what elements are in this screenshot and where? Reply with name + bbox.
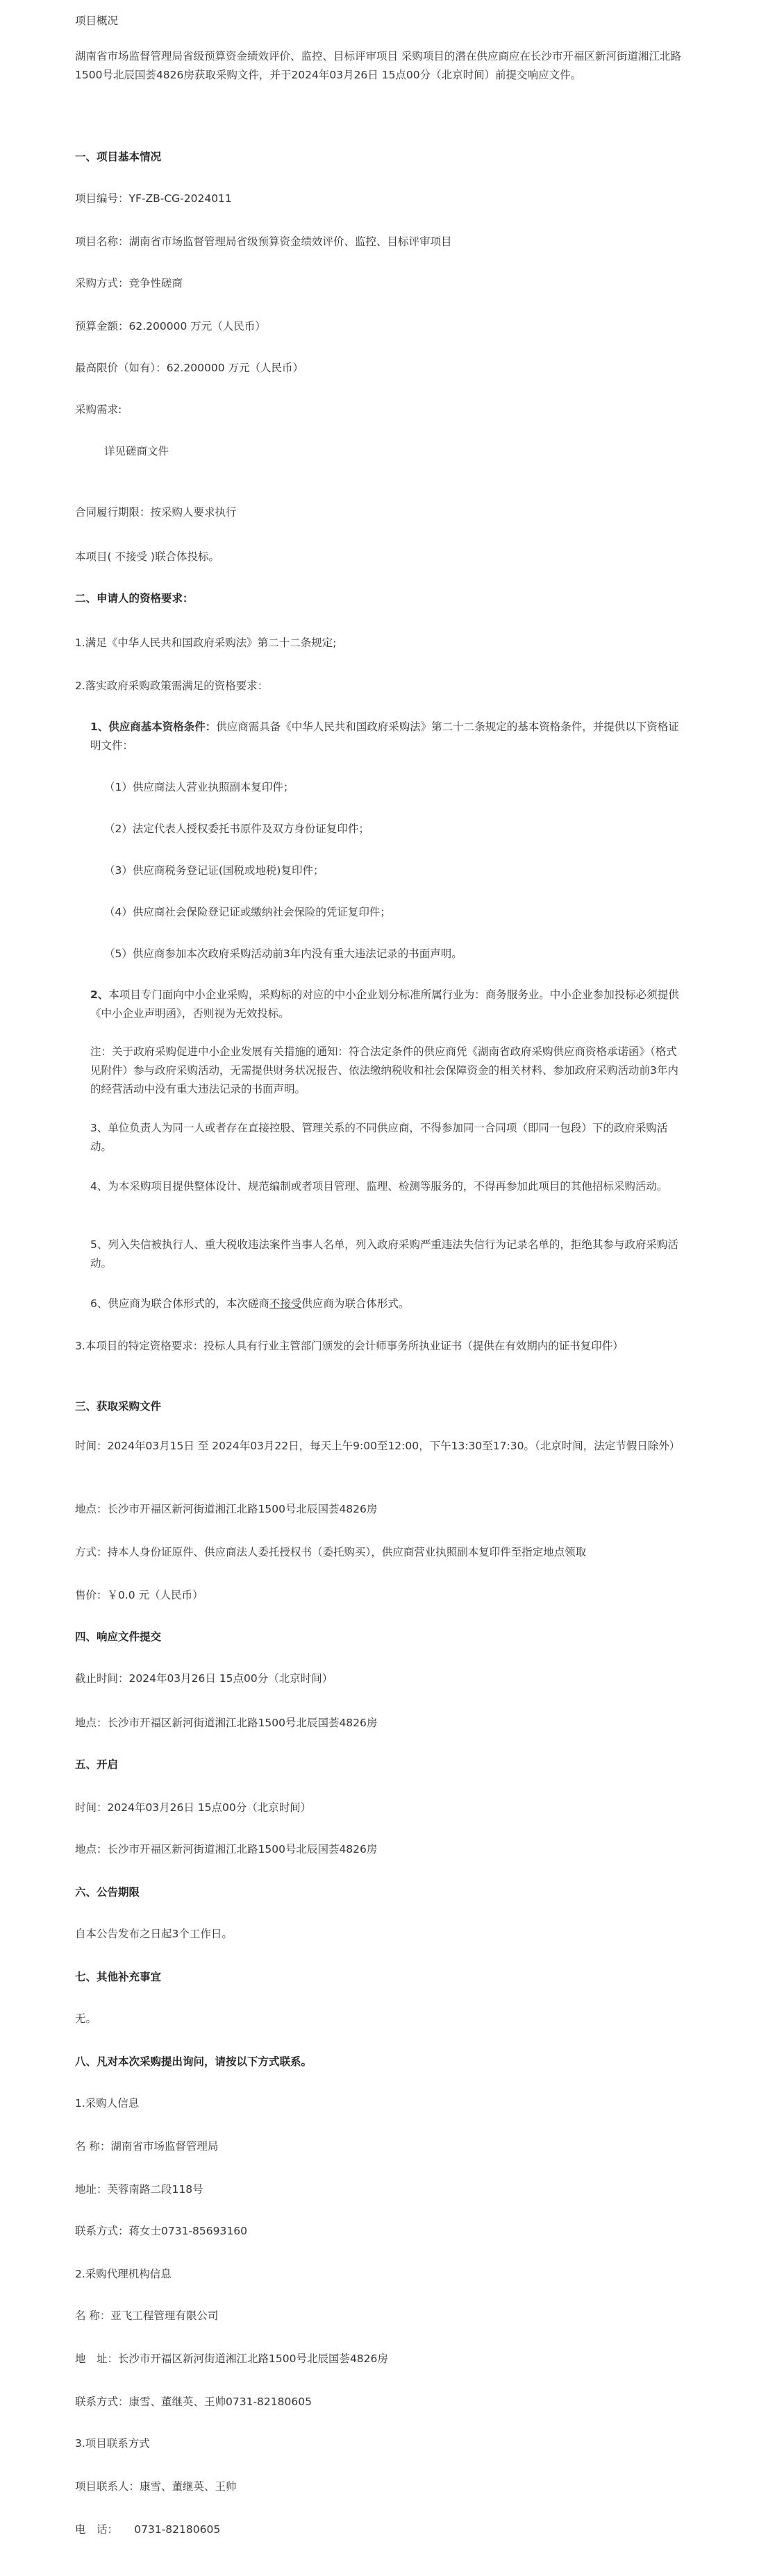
- section-6-heading: 六、公告期限: [75, 1886, 140, 1899]
- sme-requirement-text: 本项目专门面向中小企业采购，采购标的对应的中小企业划分标准所属行业为：商务服务业。中小企业参加投标必须提供《中小企业声明函》，否则视为无效投标。: [90, 988, 679, 1020]
- opening-time: 时间：2024年03月26日 15点00分（北京时间）: [75, 1801, 312, 1814]
- purchaser-name: 名 称：湖南省市场监督管理局: [75, 2140, 219, 2153]
- qualification-item: （2）法定代表人授权委托书原件及双方身份证复印件；: [104, 823, 369, 835]
- qualification-item: （1）供应商法人营业执照副本复印件；: [104, 781, 294, 793]
- basic-qualification-text: 供应商需具备《中华人民共和国政府采购法》第二十二条规定的基本资格条件，并提供以下资格证明文件：: [90, 721, 679, 752]
- demand-label: 采购需求:: [75, 403, 122, 416]
- sme-requirement: [90, 986, 685, 1023]
- purchaser-contact: 联系方式：蒋女士0731-85693160: [75, 2225, 247, 2237]
- basic-qualification: [90, 718, 685, 755]
- project-contact-people: 项目联系人：康雪、董继英、王帅: [75, 2480, 237, 2493]
- overview-title: 项目概况: [75, 15, 119, 27]
- specific-qualification: 3.本项目的特定资格要求：投标人具有行业主管部门颁发的会计师事务所执业证书（提供在有效期内的证书复印件）: [75, 1340, 624, 1352]
- notice-period: 自本公告发布之日起3个工作日。: [75, 1928, 233, 1940]
- section-2-heading: 二、申请人的资格要求：: [75, 592, 194, 605]
- sme-policy-note: 注：关于政府采购促进中小企业发展有关措施的通知：符合法定条件的供应商凭《湖南省政府采购供应商资格承诺函》（格式见附件）参与政府采购活动，无需提供财务状况报告、依法缴纳税收和社会保障资金的相关材料、参加政府采购活动前3年内的经营活动中没有重大违法记录的书面声明。: [90, 1045, 678, 1095]
- project-contact-phone: 电 话： 0731-82180605: [75, 2523, 221, 2536]
- agency-address: 地 址：长沙市开福区新河街道湘江北路1500号北辰国荟4826房: [75, 2352, 388, 2365]
- opening-place: 地点：长沙市开福区新河街道湘江北路1500号北辰国荟4826房: [75, 1843, 378, 1855]
- agency-name: 名 称：亚飞工程管理有限公司: [75, 2309, 219, 2322]
- qualification-item: （5）供应商参加本次政府采购活动前3年内没有重大违法记录的书面声明。: [104, 948, 462, 960]
- requirement-6-consortium: [90, 1295, 409, 1312]
- budget-amount: 预算金额：62.200000 万元（人民币）: [75, 320, 266, 332]
- agency-contact: 联系方式：康雪、董继英、王帅0731-82180605: [75, 2396, 312, 2408]
- requirement-2: 2.落实政府采购政策需满足的资格要求：: [75, 680, 269, 692]
- overview-paragraph: 湖南省市场监督管理局省级预算资金绩效评价、监控、目标评审项目 采购项目的潜在供应商应在长沙市开福区新河街道湘江北路1500号北辰国荟4826房获取采购文件，并于2024年03月26日 15点00分（北京时间）前提交响应文件。: [75, 50, 681, 81]
- requirement-3-same-owner: 3、单位负责人为同一人或者存在直接控股、管理关系的不同供应商，不得参加同一合同项（即同一包段）下的政府采购活动。: [90, 1122, 668, 1153]
- section-4-heading: 四、响应文件提交: [75, 1631, 162, 1643]
- requirement-4-design-conflict: 4、为本采购项目提供整体设计、规范编制或者项目管理、监理、检测等服务的，不得再参加此项目的其他招标采购活动。: [90, 1180, 668, 1193]
- procurement-method: 采购方式：竞争性磋商: [75, 277, 183, 289]
- demand-value: 详见磋商文件: [104, 445, 169, 457]
- requirement-6-not-accepted: 不接受: [269, 1297, 302, 1310]
- consortium-note: 本项目( 不接受 )联合体投标。: [75, 550, 219, 563]
- obtain-method: 方式：持本人身份证原件、供应商法人委托授权书（委托购买），供应商营业执照副本复印件至指定地点领取: [75, 1546, 587, 1558]
- project-name: 项目名称：湖南省市场监督管理局省级预算资金绩效评价、监控、目标评审项目: [75, 235, 452, 248]
- sme-requirement-number: 2、: [90, 988, 109, 1001]
- obtain-place: 地点：长沙市开福区新河街道湘江北路1500号北辰国荟4826房: [75, 1503, 378, 1515]
- purchaser-info-title: 1.采购人信息: [75, 2097, 140, 2110]
- requirement-1: 1.满足《中华人民共和国政府采购法》第二十二条规定;: [75, 637, 337, 649]
- submission-place: 地点：长沙市开福区新河街道湘江北路1500号北辰国荟4826房: [75, 1717, 378, 1729]
- section-8-heading: 八、凡对本次采购提出询问，请按以下方式联系。: [75, 2055, 312, 2068]
- document-price: 售价：￥0.0 元（人民币）: [75, 1589, 203, 1601]
- requirement-6-text-b: 供应商为联合体形式。: [301, 1297, 410, 1310]
- section-3-heading: 三、获取采购文件: [75, 1400, 162, 1413]
- agency-info-title: 2.采购代理机构信息: [75, 2268, 172, 2280]
- project-number: 项目编号：YF-ZB-CG-2024011: [75, 192, 232, 205]
- requirement-5-blacklist: 5、列入失信被执行人、重大税收违法案件当事人名单，列入政府采购严重违法失信行为记录名单的，拒绝其参与政府采购活动。: [90, 1238, 678, 1270]
- purchaser-address: 地址：芙蓉南路二段118号: [75, 2183, 203, 2196]
- qualification-item: （4）供应商社会保险登记证或缴纳社会保险的凭证复印件；: [104, 906, 391, 918]
- submission-deadline: 截止时间：2024年03月26日 15点00分（北京时间）: [75, 1672, 333, 1685]
- project-contact-title: 3.项目联系方式: [75, 2437, 150, 2450]
- other-matters: 无。: [75, 2012, 97, 2025]
- max-price: 最高限价（如有）：62.200000 万元（人民币）: [75, 362, 303, 374]
- contract-period: 合同履行期限：按采购人要求执行: [75, 506, 237, 519]
- obtain-time: 时间：2024年03月15日 至 2024年03月22日，每天上午9:00至12:00，下午13:30至17:30。（北京时间，法定节假日除外）: [75, 1440, 681, 1452]
- qualification-item: （3）供应商税务登记证(国税或地税)复印件；: [104, 864, 324, 877]
- section-1-heading: 一、项目基本情况: [75, 151, 162, 163]
- basic-qualification-label: 1、供应商基本资格条件：: [90, 721, 217, 733]
- section-5-heading: 五、开启: [75, 1758, 119, 1771]
- section-7-heading: 七、其他补充事宜: [75, 1971, 162, 1983]
- requirement-6-text-a: 6、供应商为联合体形式的，本次磋商: [90, 1297, 269, 1310]
